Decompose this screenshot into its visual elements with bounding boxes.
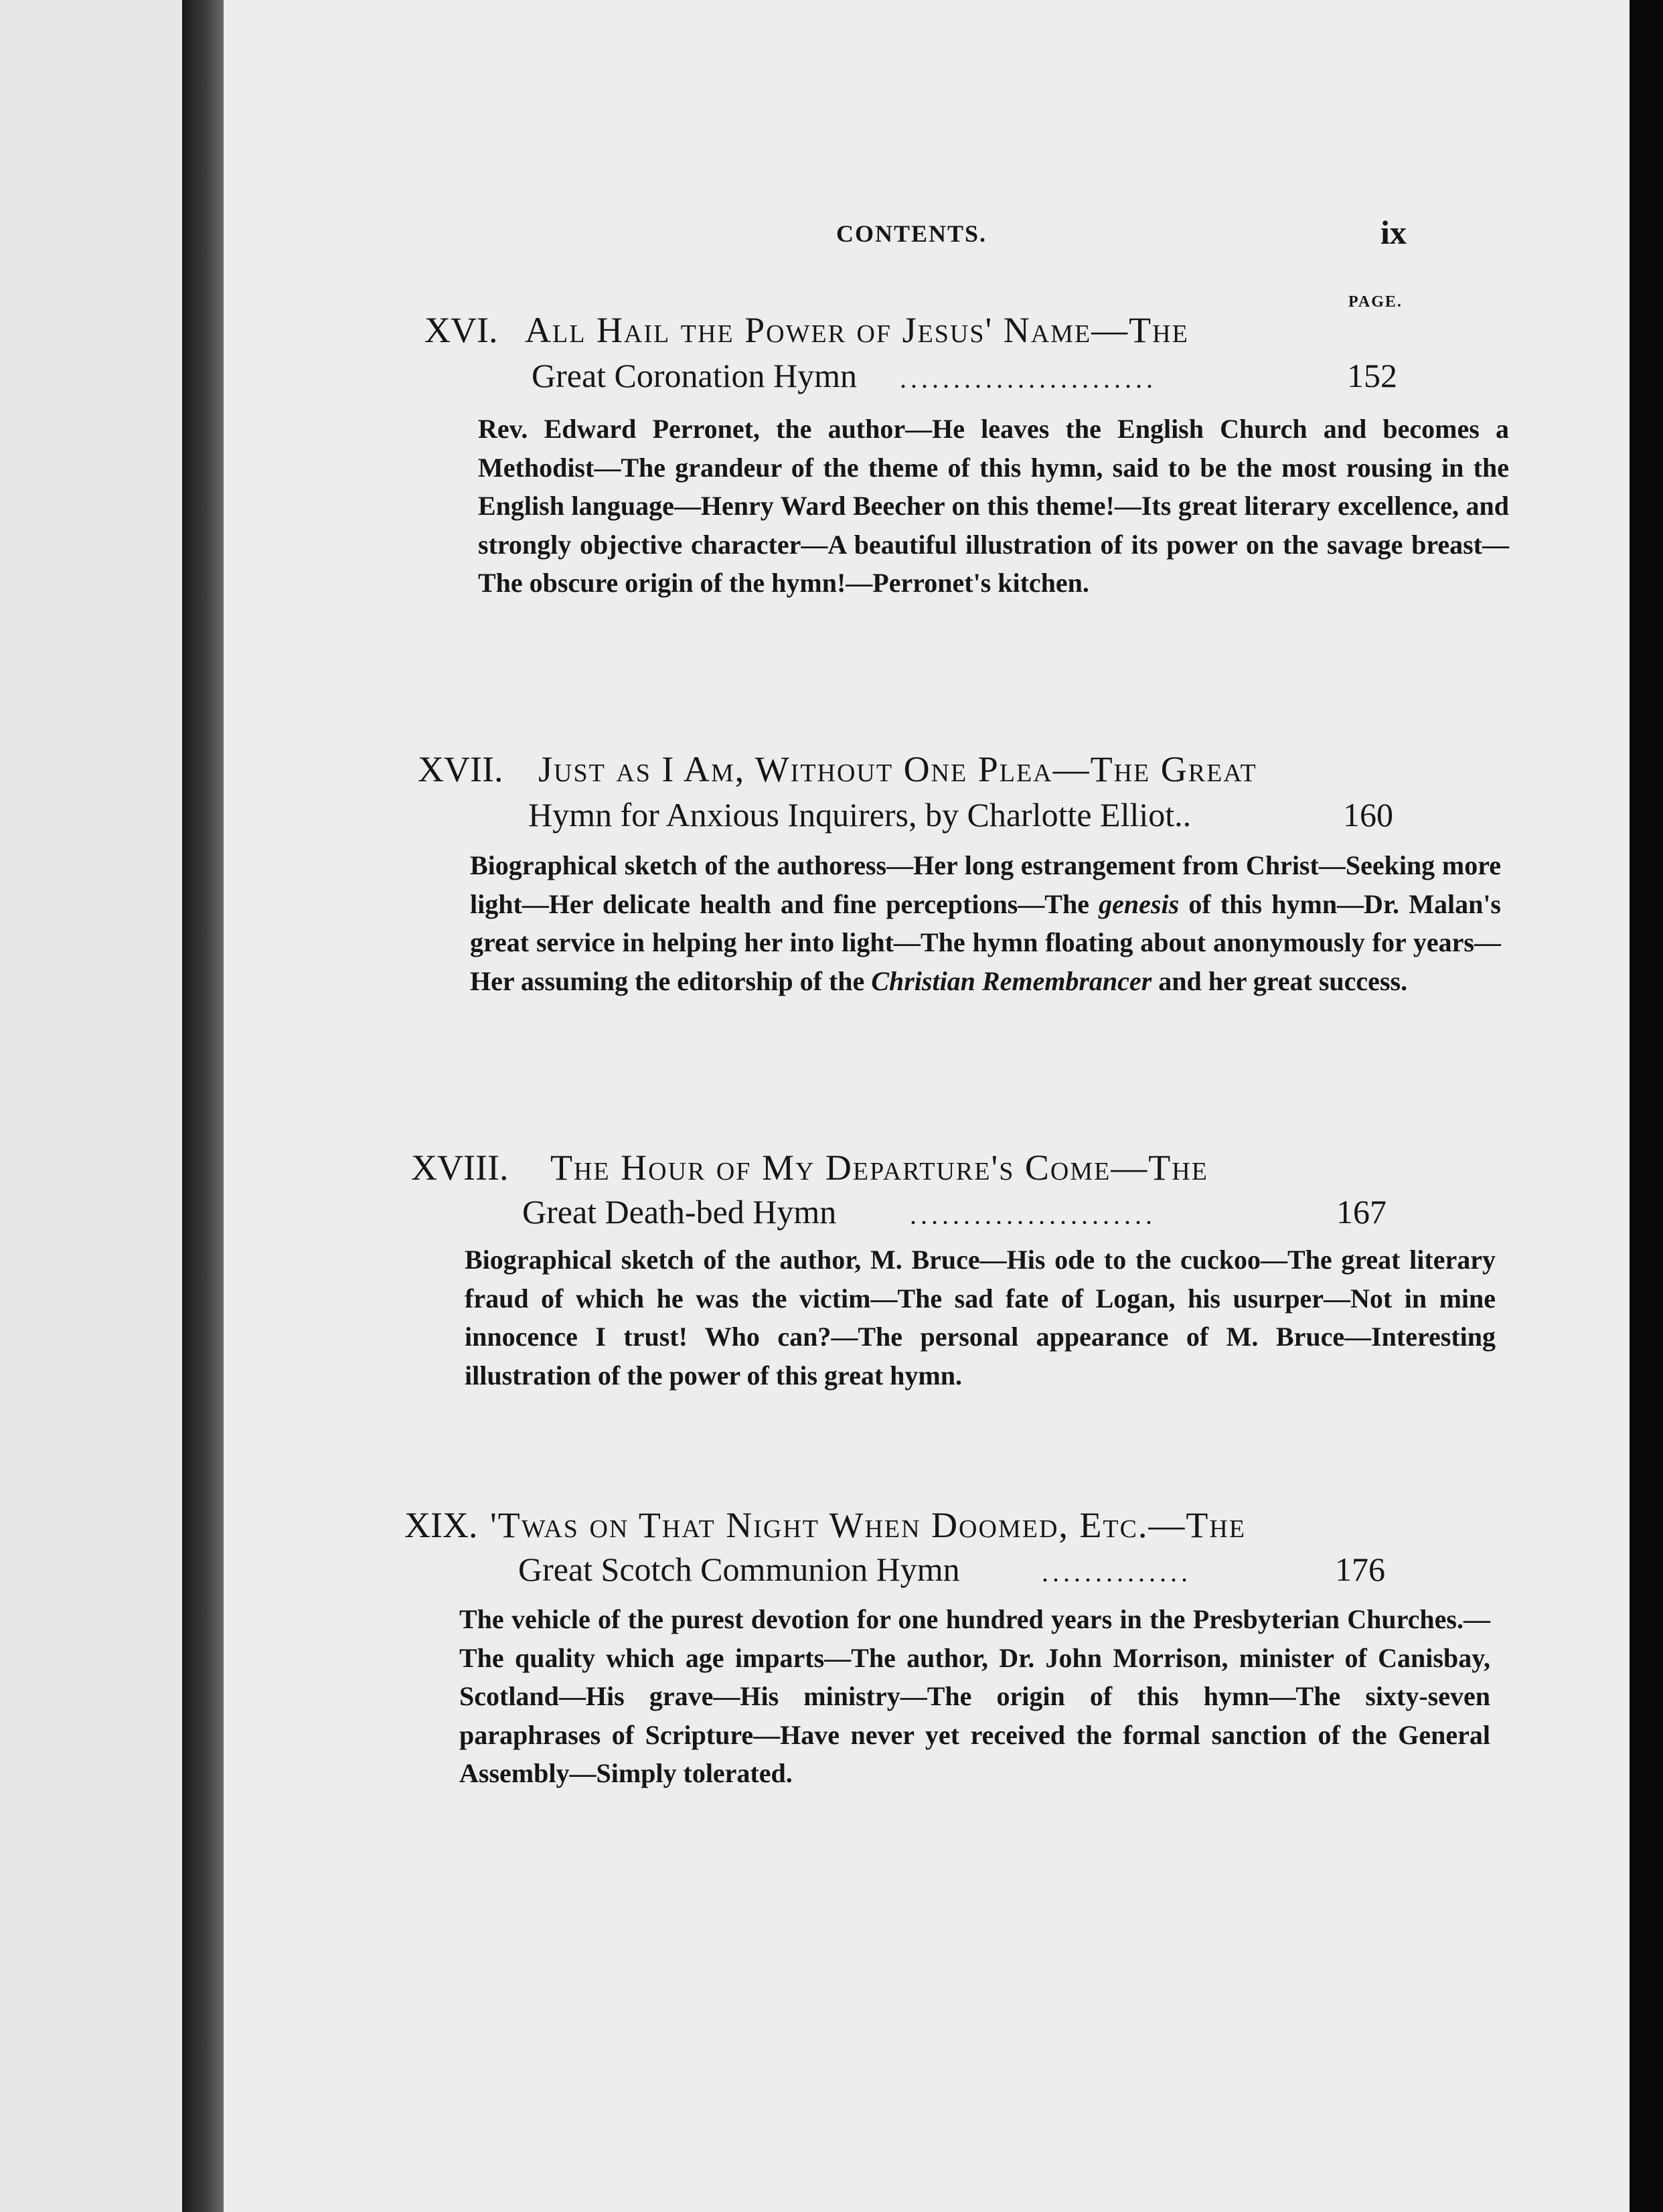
chapter-title: 'Twas on That Night When Doomed, Etc.—The: [490, 1505, 1247, 1545]
dot-leader: ..............: [1042, 1557, 1192, 1587]
summary-plain: of this hymn—Dr. Malan's great service in helping her into light—The hymn floating about anonymously for years—Her assuming the editorship of the: [470, 888, 1501, 996]
chapter-title: All Hail the Power of Jesus' Name—The: [525, 310, 1189, 350]
summary-italic-term: genesis: [1099, 888, 1180, 919]
running-title: CONTENTS.: [836, 220, 987, 247]
chapter-summary: [470, 846, 1501, 1000]
contents-page: [224, 0, 1630, 2212]
summary-plain: and her great success.: [1152, 965, 1408, 996]
chapter-page-number: 167: [1336, 1193, 1387, 1231]
page-column-label: PAGE.: [1348, 293, 1403, 311]
book-gutter: [182, 0, 224, 2212]
chapter-page-number: 152: [1347, 357, 1397, 394]
dot-leader: .......................: [910, 1200, 1156, 1230]
summary-text: [470, 846, 1501, 1000]
summary-plain: Biographical sketch of the authoress—Her long estrangement from Christ—Seeking more light—Her delicate health and fine perceptions—The: [470, 850, 1501, 919]
scan-border: [1630, 0, 1663, 2212]
chapter-subtitle: Great Scotch Communion Hymn: [518, 1551, 960, 1588]
chapter-numeral: XVII.: [418, 749, 503, 789]
chapter-numeral: XIX.: [404, 1505, 478, 1545]
summary-italic-title: Christian Remembrancer: [871, 965, 1152, 996]
chapter-numeral: XVIII.: [411, 1148, 509, 1188]
chapter-subtitle: Great Death-bed Hymn: [522, 1193, 837, 1231]
summary-text: The vehicle of the purest devotion for one hundred years in the Presbyterian Churches.—The quality which age imparts—The author, Dr. John Morrison, minister of Canisbay, Scotland—His grave—His ministry—The origin of this hymn—The sixty-seven paraphrases of Scripture—Have never yet received the formal sanction of the General Assembly—Simply tolerated.: [459, 1604, 1490, 1788]
facing-page-edge: [0, 0, 182, 2212]
chapter-title: The Hour of My Departure's Come—The: [550, 1148, 1208, 1188]
chapter-subtitle: Great Coronation Hymn: [532, 357, 858, 394]
chapter-subtitle: Hymn for Anxious Inquirers, by Charlotte Elliot..: [528, 796, 1192, 834]
chapter-summary: [478, 410, 1509, 603]
dot-leader: ........................: [900, 364, 1157, 394]
chapter-title: Just as I Am, Without One Plea—The Great: [538, 749, 1257, 789]
summary-text: Rev. Edward Perronet, the author—He leaves the English Church and becomes a Methodist—The grandeur of the theme of this hymn, said to be the most rousing in the English language—Henry Ward Beecher on this theme!—Its great literary excellence, and strongly objective character—A beautiful illustration of its power on the savage breast—The obscure origin of the hymn!—Perronet's kitchen.: [478, 414, 1509, 598]
chapter-summary: [459, 1600, 1490, 1793]
summary-text: Biographical sketch of the author, M. Bruce—His ode to the cuckoo—The great literary fraud of which he was the victim—The sad fate of Logan, his usurper—Not in mine innocence I trust! Who can?—The personal appearance of M. Bruce—Interesting illustration of the power of this great hymn.: [465, 1245, 1496, 1391]
chapter-page-number: 176: [1335, 1551, 1385, 1588]
page-folio: ix: [1380, 214, 1407, 251]
chapter-page-number: 160: [1343, 796, 1393, 834]
chapter-summary: [465, 1241, 1496, 1395]
chapter-numeral: XVI.: [424, 310, 498, 350]
